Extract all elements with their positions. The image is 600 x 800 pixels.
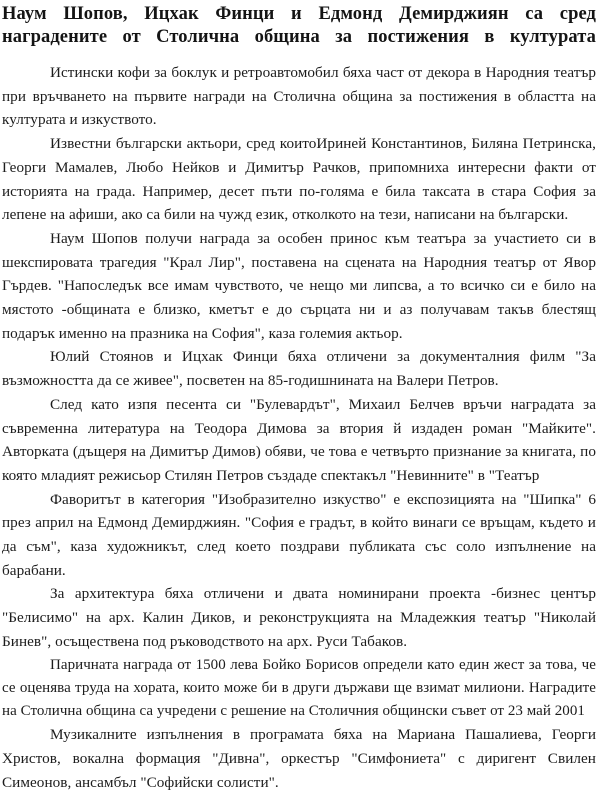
paragraph: Наум Шопов получи награда за особен принос към театъра за участието си в шекспировата трагедия "Крал Лир", поставена на сцената на Народния театър от Явор Гърдев. "Напоследък все имам чувството, че нещо ми липсва, а то всичко си е било на мястото -общината е близко, кметът е до сърцата ни и аз получавам такъв блестящ подарък именно на празника на София", каза големия актьор. [2,229,596,342]
paragraph: Юлий Стоянов и Ицхак Финци бяха отличени за документалния филм "За възможността да се живее", посветен на 85-годишнината на Валери Петров. [2,348,596,390]
document-body [2,61,596,794]
page-title: Наум Шопов, Ицхак Финци и Едмонд Демирджиян са сред наградените от Столична община за постижения в културата [2,4,596,47]
paragraph: Музикалните изпълнения в програмата бяха на Мариана Пашалиева, Георги Христов, вокална формация "Дивна", оркестър "Симфониета" с диригент Свилен Симеонов, ансамбъл "Софийски солисти". [2,726,596,791]
paragraph: Паричната награда от 1500 лева Бойко Борисов определи като един жест за това, че се оценява труда на хората, които може би в други държави ще взимат милиони. Наградите на Столична община са учредени с решение на Столичния общински съвет от 23 май 2001 [2,656,596,719]
paragraph: Известни български актьори, сред коитоИриней Константинов, Биляна Петринска, Георги Мамалев, Любо Нейков и Димитър Рачков, припомниха интересни факти от историята на града. Например, десет пъти по-голяма е била таксата в стара София за лепене на афиши, ако са били на чужд език, отколкото на тези, написани на български. [2,135,596,224]
paragraph: Фаворитът в категория "Изобразително изкуство" е експозицията на "Шипка" 6 през април на Едмонд Демирджиян. "София е градът, в който винаги се връщам, където и да съм", каза художникът, след което поздрави публиката със соло изпълнение на барабани. [2,490,596,579]
paragraph: За архитектура бяха отличени и двата номинирани проекта -бизнес център "Белисимо" на арх. Калин Диков, и реконструкцията на Младежкия театър "Николай Бинев", осъществена под ръководството на арх. Руси Табаков. [2,585,596,650]
paragraph: След като изпя песента си "Булевардът", Михаил Белчев връчи наградата за съвременна литература на Теодора Димова за втория й издаден роман "Майките". Авторката (дъщеря на Димитър Димов) обяви, че това е четвърто признание за книгата, по която младият режисьор Стилян Петров създаде спектакъл "Невинните" в "Театър [2,395,596,484]
paragraph: Истински кофи за боклук и ретроавтомобил бяха част от декора в Народния театър при връчването на първите награди на Столична община за постижения в областта на културата и изкуството. [2,64,596,129]
